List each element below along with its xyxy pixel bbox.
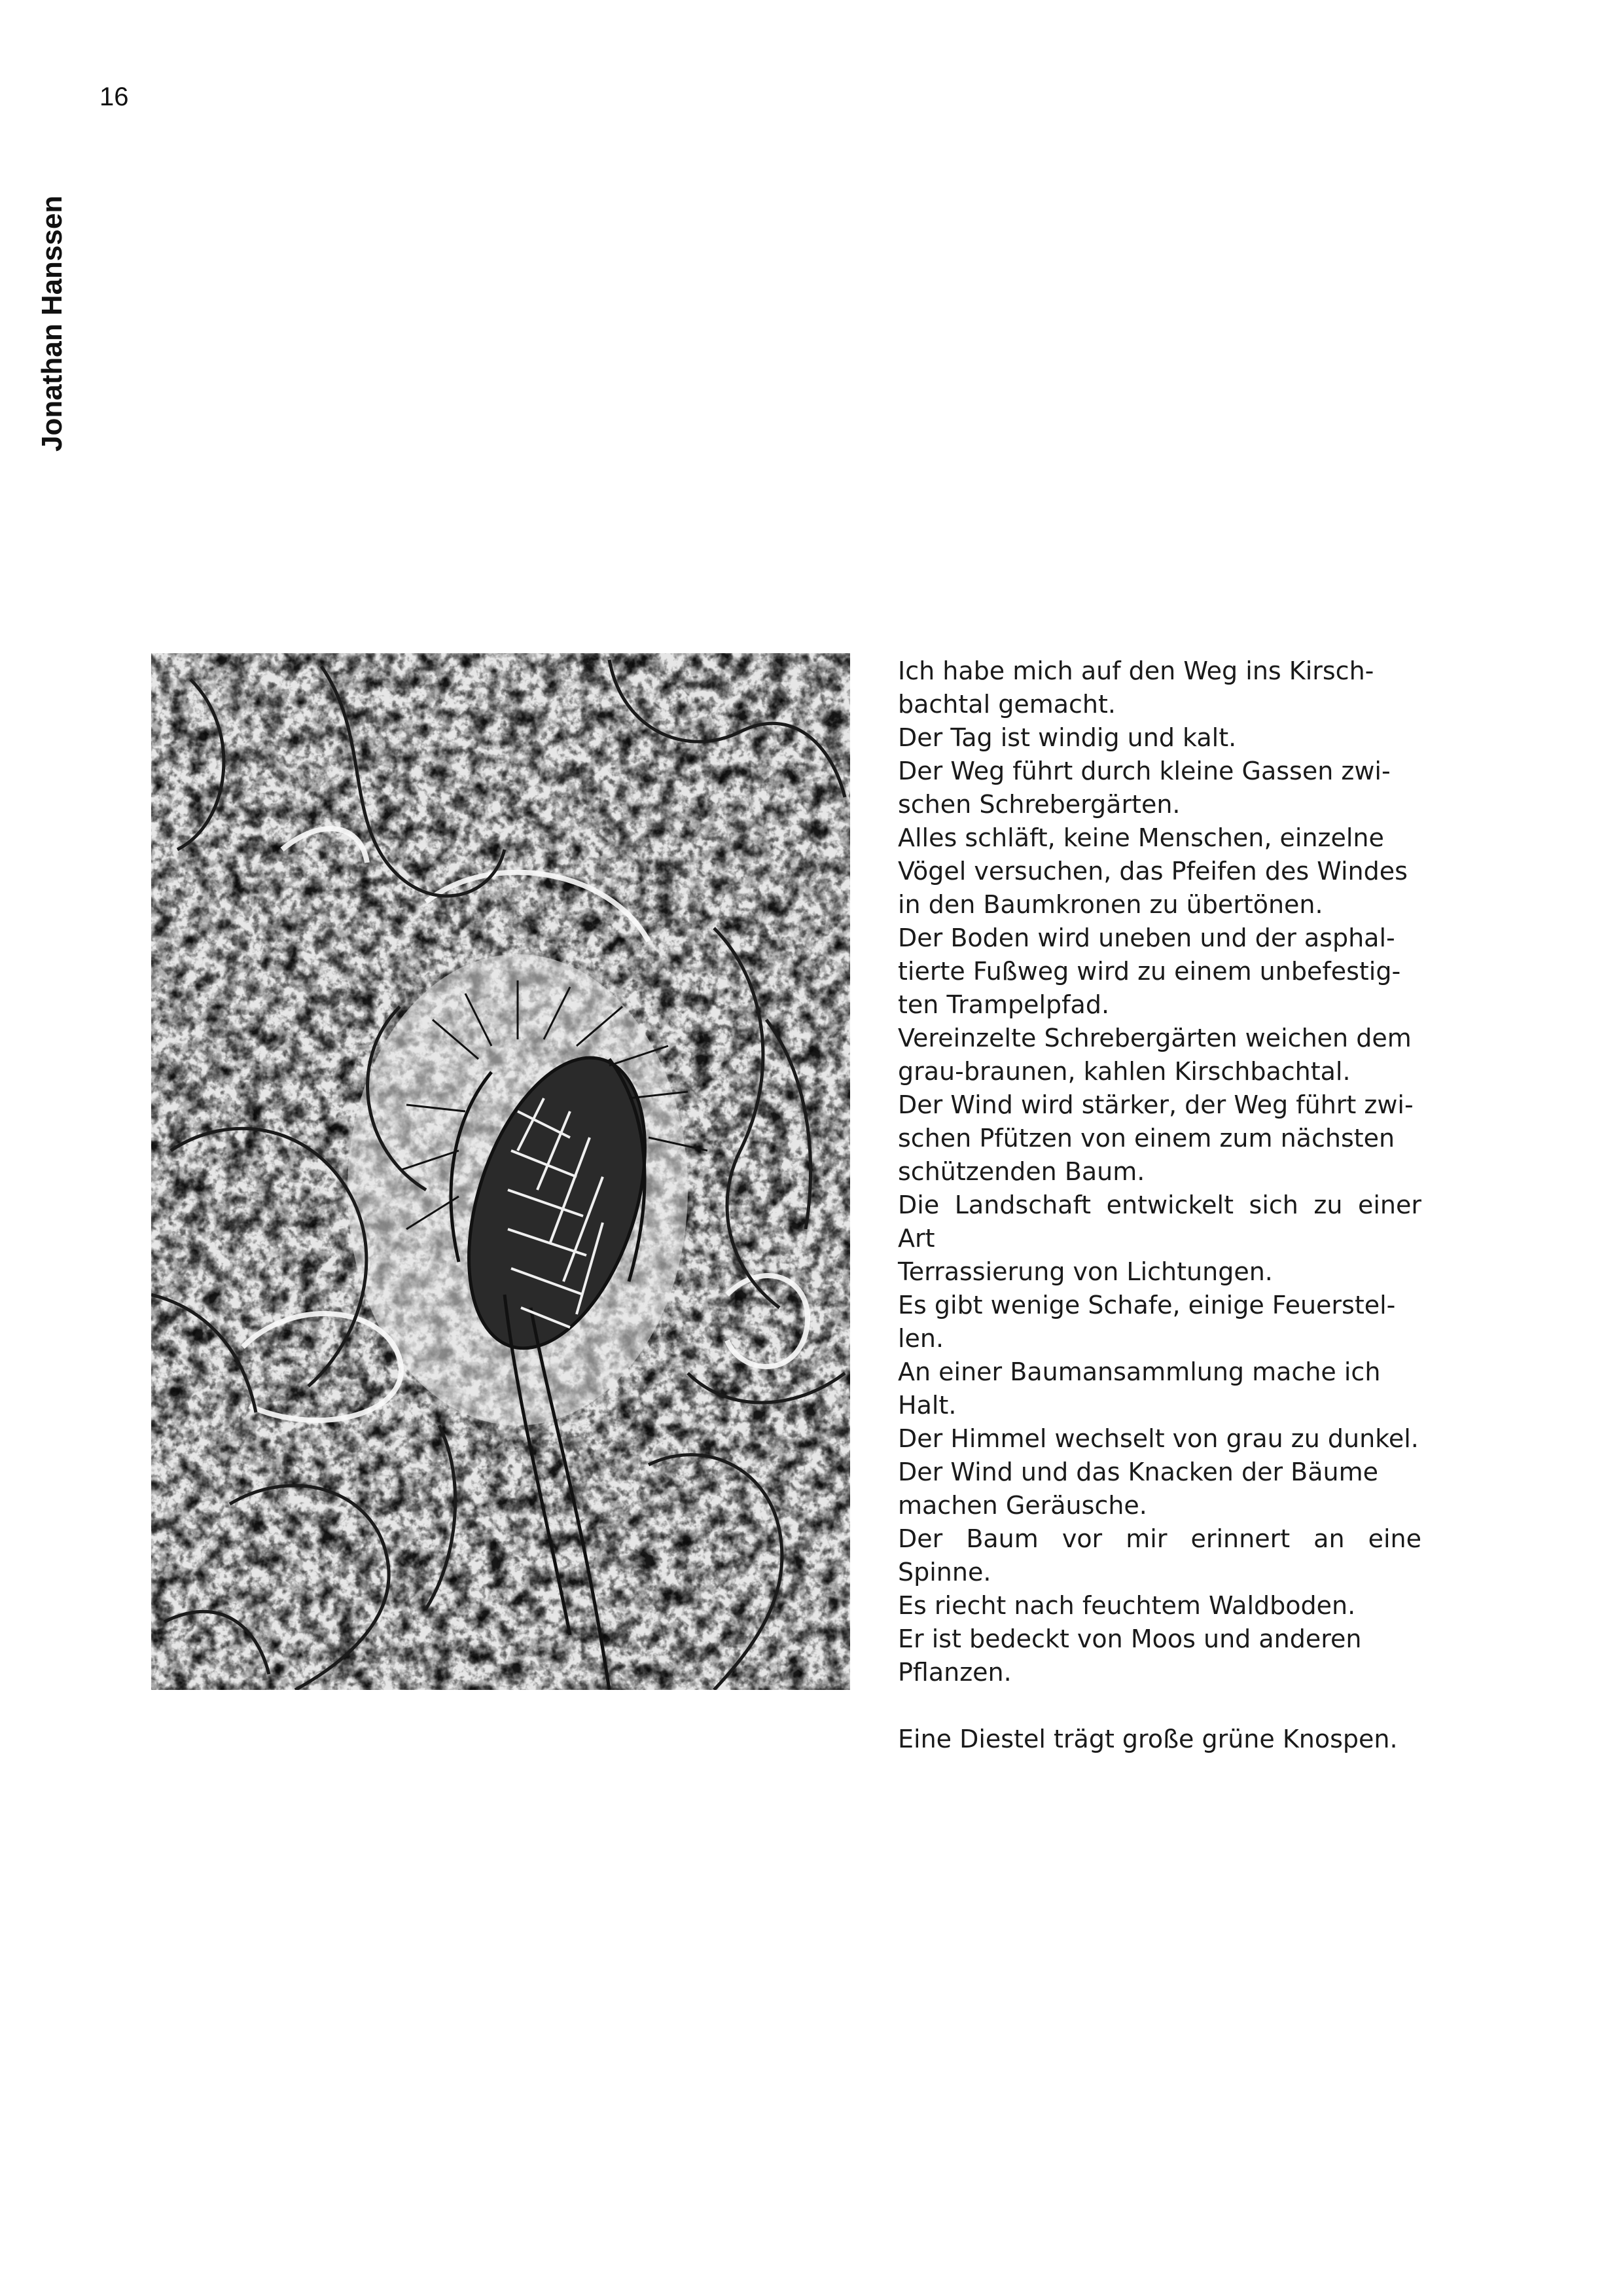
text-line: schen Pfützen von einem zum nächsten [898,1124,1395,1153]
text-line: schen Schrebergärten. [898,790,1181,819]
text-line: An einer Baumansammlung mache ich [898,1357,1381,1386]
text-line: Ich habe mich auf den Weg ins Kirsch- [898,656,1374,685]
text-line: Der Himmel wechselt von grau zu dunkel. [898,1424,1419,1453]
text-line: Der Weg führt durch kleine Gassen zwi- [898,757,1391,785]
author-name: Jonathan Hanssen [36,195,68,452]
text-line: Halt. [898,1391,957,1420]
text-line: Der Wind wird stärker, der Weg führt zwi- [898,1090,1414,1119]
text-line: Der Boden wird uneben und der asphal- [898,924,1395,952]
body-text [898,655,1421,1756]
text-line: Er ist bedeckt von Moos und anderen [898,1624,1362,1653]
text-line: Der Tag ist windig und kalt. [898,723,1237,752]
text-line: Vögel versuchen, das Pfeifen des Windes [898,857,1408,886]
text-line: Pflanzen. [898,1658,1012,1687]
text-line: Die Landschaft entwickelt sich zu einer Art [898,1191,1421,1253]
thistle-print-image [151,653,850,1690]
text-line: schützenden Baum. [898,1157,1145,1186]
text-line: Der Wind und das Knacken der Bäume [898,1458,1378,1486]
paragraph-spacer [898,1689,1421,1723]
text-line: grau-braunen, kahlen Kirschbachtal. [898,1057,1351,1086]
text-line: ten Trampelpfad. [898,990,1110,1019]
text-line: Es riecht nach feuchtem Waldboden. [898,1591,1356,1620]
text-line: machen Geräusche. [898,1491,1147,1520]
text-line: Terrassierung von Lichtungen. [898,1257,1273,1286]
text-line: Alles schläft, keine Menschen, einzelne [898,823,1384,852]
text-line: Der Baum vor mir erinnert an eine Spinne. [898,1524,1421,1587]
thistle-print-drawing [151,653,850,1690]
text-line: bachtal gemacht. [898,690,1116,719]
text-line: Vereinzelte Schrebergärten weichen dem [898,1024,1412,1052]
page-number: 16 [99,82,129,111]
text-line: tierte Fußweg wird zu einem unbefestig- [898,957,1401,986]
text-line: len. [898,1324,944,1353]
text-line: Eine Diestel trägt große grüne Knospen. [898,1725,1398,1753]
text-line: in den Baumkronen zu übertönen. [898,890,1323,919]
text-line: Es gibt wenige Schafe, einige Feuerstel- [898,1291,1396,1319]
